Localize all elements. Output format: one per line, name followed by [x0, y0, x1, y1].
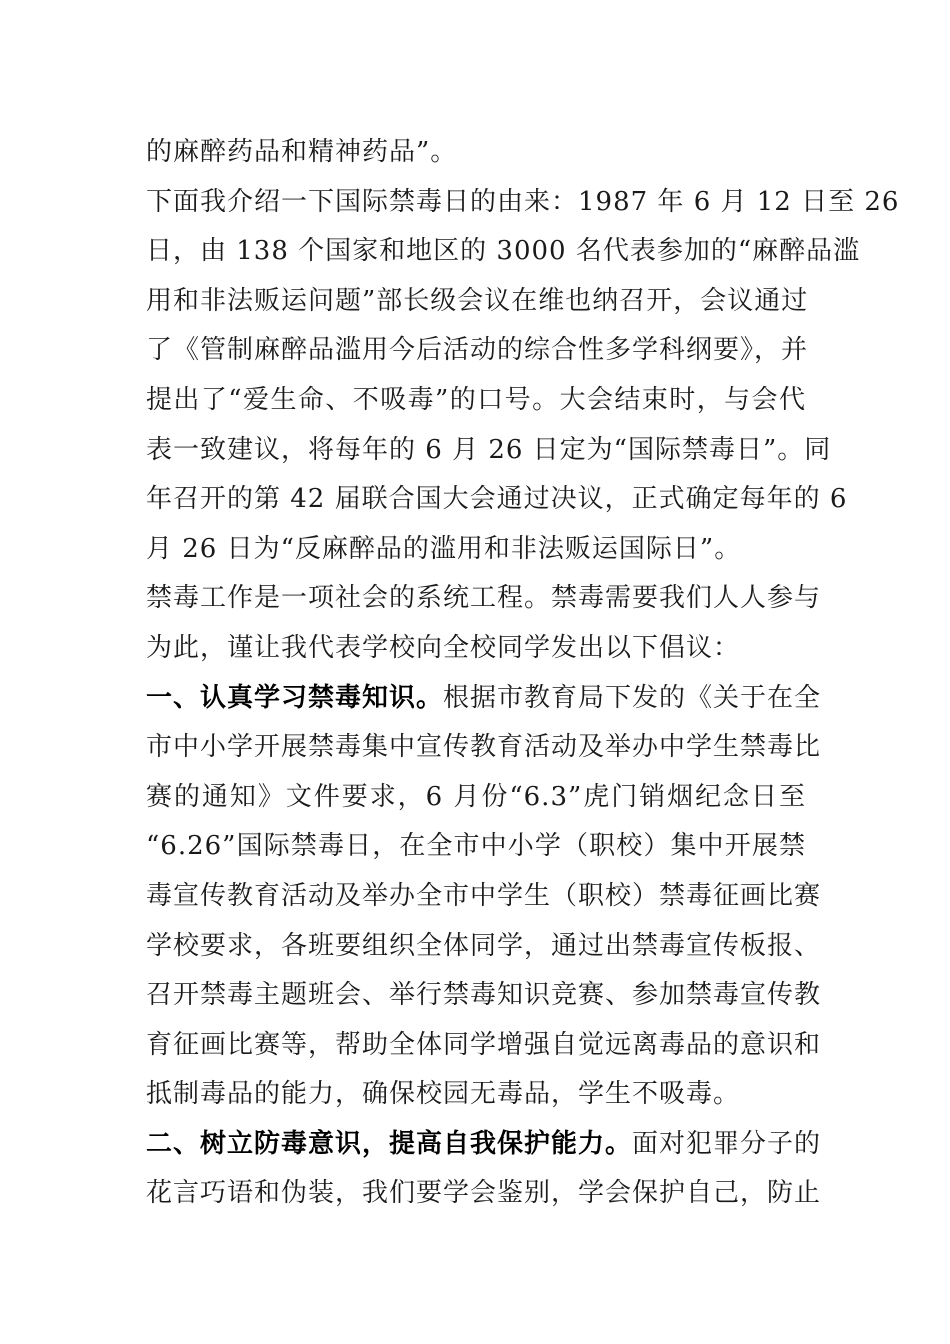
text-line	[146, 326, 809, 376]
text-line	[146, 723, 822, 773]
text-line	[146, 922, 822, 972]
text-line	[146, 822, 806, 872]
document-body	[146, 128, 900, 1219]
text-line	[146, 624, 806, 674]
text-segment: 提出了“爱生命、不吸毒”的口号。大会结束时，与会代	[146, 384, 806, 415]
text-line	[146, 525, 806, 575]
text-segment: 召开禁毒主题班会、举行禁毒知识竞赛、参加禁毒宣传教	[146, 980, 822, 1011]
text-line	[146, 1120, 822, 1170]
text-segment: “6.26”国际禁毒日，在全市中小学（职校）集中开展禁	[146, 831, 806, 862]
section-heading: 一、认真学习禁毒知识。	[146, 682, 444, 713]
text-segment: 月 26 日为“反麻醉品的滥用和非法贩运国际日”。	[146, 533, 742, 564]
text-line	[146, 128, 806, 178]
text-line	[146, 674, 822, 724]
text-segment: 赛的通知》文件要求，6 月份“6.3”虎门销烟纪念日至	[146, 781, 806, 812]
text-line	[146, 227, 861, 277]
text-line	[146, 376, 806, 426]
text-segment: 为此，谨让我代表学校向全校同学发出以下倡议：	[146, 632, 741, 663]
text-segment: 花言巧语和伪装，我们要学会鉴别，学会保护自己，防止	[146, 1178, 822, 1209]
text-segment: 年召开的第 42 届联合国大会通过决议，正式确定每年的 6	[146, 484, 848, 515]
text-segment: 用和非法贩运问题”部长级会议在维也纳召开，会议通过	[146, 285, 809, 316]
text-line	[146, 1021, 822, 1071]
text-line	[146, 178, 900, 228]
text-line	[146, 1169, 822, 1219]
text-line	[146, 574, 822, 624]
text-segment: 抵制毒品的能力，确保校园无毒品，学生不吸毒。	[146, 1079, 741, 1110]
text-segment: 的麻醉药品和精神药品”。	[146, 137, 458, 167]
text-segment: 育征画比赛等，帮助全体同学增强自觉远离毒品的意识和	[146, 1029, 822, 1060]
text-line	[146, 872, 822, 922]
section-heading: 二、树立防毒意识，提高自我保护能力。	[146, 1128, 633, 1159]
text-segment: 根据市教育局下发的《关于在全	[443, 682, 822, 713]
text-line	[146, 773, 806, 823]
text-segment: 下面我介绍一下国际禁毒日的由来：1987 年 6 月 12 日至 26	[146, 186, 900, 217]
text-segment: 面对犯罪分子的	[632, 1128, 822, 1159]
text-line	[146, 1070, 806, 1120]
text-segment: 市中小学开展禁毒集中宣传教育活动及举办中学生禁毒比	[146, 732, 822, 763]
text-line	[146, 971, 822, 1021]
text-segment: 表一致建议，将每年的 6 月 26 日定为“国际禁毒日”。同	[146, 434, 832, 465]
text-segment: 禁毒工作是一项社会的系统工程。禁毒需要我们人人参与	[146, 583, 822, 614]
text-segment: 学校要求，各班要组织全体同学，通过出禁毒宣传板报、	[146, 930, 822, 961]
text-line	[146, 277, 809, 327]
text-line	[146, 426, 832, 476]
text-line	[146, 475, 848, 525]
text-segment: 毒宣传教育活动及举办全市中学生（职校）禁毒征画比赛	[146, 880, 822, 911]
text-segment: 日，由 138 个国家和地区的 3000 名代表参加的“麻醉品滥	[146, 236, 861, 267]
text-segment: 了《管制麻醉品滥用今后活动的综合性多学科纲要》，并	[146, 335, 809, 366]
